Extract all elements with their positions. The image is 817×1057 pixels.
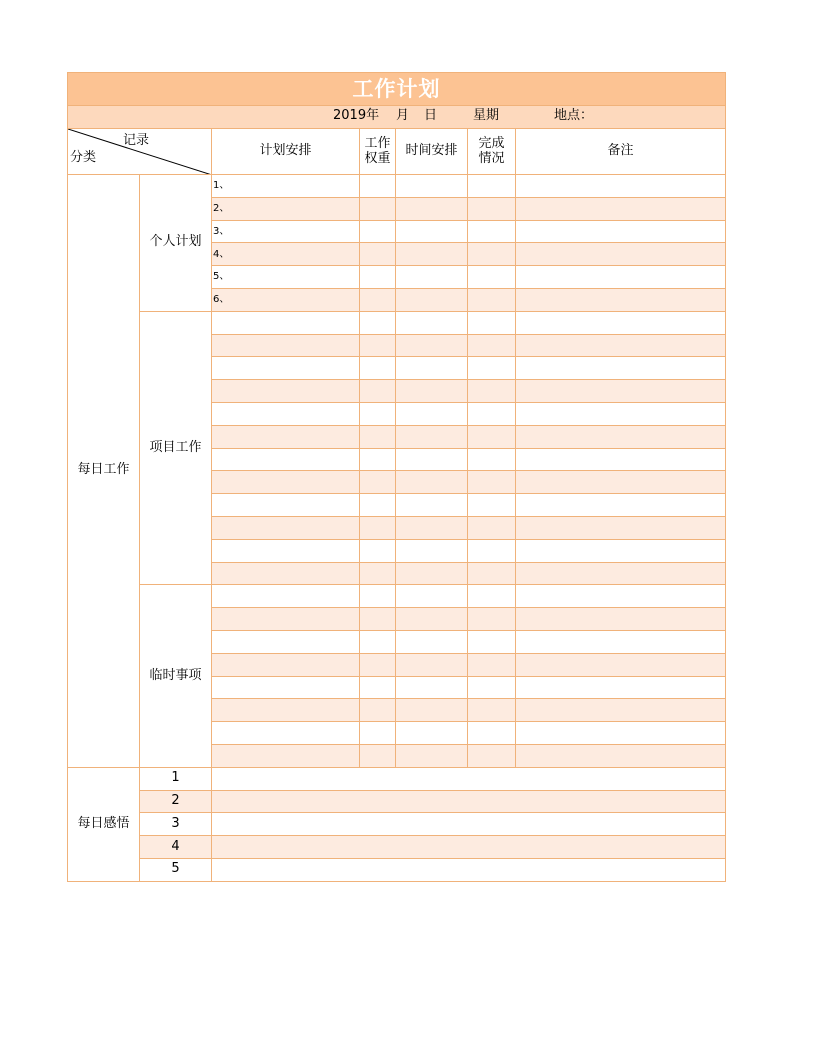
category-daily-work: 每日工作: [68, 175, 140, 768]
status-cell[interactable]: [468, 744, 516, 767]
status-cell[interactable]: [468, 539, 516, 562]
plan-cell[interactable]: [212, 539, 360, 562]
time-cell[interactable]: [396, 516, 468, 539]
remark-cell[interactable]: [516, 471, 726, 494]
plan-cell[interactable]: 3、: [212, 220, 360, 243]
time-cell[interactable]: [396, 448, 468, 471]
status-cell[interactable]: [468, 608, 516, 631]
status-cell[interactable]: [468, 494, 516, 517]
table-row: [68, 836, 726, 859]
time-cell[interactable]: [396, 357, 468, 380]
status-cell[interactable]: [468, 425, 516, 448]
insight-content-cell[interactable]: [212, 836, 726, 859]
status-cell[interactable]: [468, 516, 516, 539]
status-cell[interactable]: [468, 448, 516, 471]
weight-cell[interactable]: [360, 175, 396, 198]
remark-cell[interactable]: [516, 197, 726, 220]
plan-cell[interactable]: [212, 334, 360, 357]
category-label: 分类: [70, 150, 97, 165]
status-cell[interactable]: [468, 722, 516, 745]
weight-cell[interactable]: [360, 630, 396, 653]
time-cell[interactable]: [396, 722, 468, 745]
weight-cell[interactable]: [360, 539, 396, 562]
header-status-line1: 完成: [478, 135, 505, 151]
plan-cell[interactable]: [212, 516, 360, 539]
remark-cell[interactable]: [516, 175, 726, 198]
weight-cell[interactable]: [360, 311, 396, 334]
time-cell[interactable]: [396, 380, 468, 403]
weight-cell[interactable]: [360, 744, 396, 767]
table-row: [68, 175, 726, 198]
weight-cell[interactable]: [360, 494, 396, 517]
time-cell[interactable]: [396, 425, 468, 448]
plan-cell[interactable]: [212, 608, 360, 631]
time-cell[interactable]: [396, 288, 468, 311]
remark-cell[interactable]: [516, 402, 726, 425]
status-cell[interactable]: [468, 699, 516, 722]
subcategory-temp-items: 临时事项: [140, 585, 212, 767]
status-cell[interactable]: [468, 357, 516, 380]
year-label: 2019年: [333, 108, 380, 123]
plan-cell[interactable]: [212, 425, 360, 448]
remark-cell[interactable]: [516, 334, 726, 357]
status-cell[interactable]: [468, 288, 516, 311]
table-row: [68, 813, 726, 836]
status-cell[interactable]: [468, 380, 516, 403]
plan-cell[interactable]: [212, 722, 360, 745]
weight-cell[interactable]: [360, 653, 396, 676]
time-cell[interactable]: [396, 243, 468, 266]
remark-cell[interactable]: [516, 494, 726, 517]
remark-cell[interactable]: [516, 311, 726, 334]
insight-number: 5: [140, 858, 212, 881]
remark-cell[interactable]: [516, 722, 726, 745]
time-cell[interactable]: [396, 197, 468, 220]
status-cell[interactable]: [468, 471, 516, 494]
weight-cell[interactable]: [360, 334, 396, 357]
plan-cell[interactable]: [212, 311, 360, 334]
remark-cell[interactable]: [516, 380, 726, 403]
weight-cell[interactable]: [360, 220, 396, 243]
date-line: [68, 106, 726, 129]
remark-cell[interactable]: [516, 608, 726, 631]
remark-cell[interactable]: [516, 357, 726, 380]
diagonal-header-cell: [68, 129, 212, 175]
time-cell[interactable]: [396, 471, 468, 494]
category-daily-insight: 每日感悟: [68, 767, 140, 881]
plan-cell[interactable]: [212, 744, 360, 767]
remark-cell[interactable]: [516, 744, 726, 767]
table-row: [68, 858, 726, 881]
insight-content-cell[interactable]: [212, 790, 726, 813]
time-cell[interactable]: [396, 402, 468, 425]
time-cell[interactable]: [396, 539, 468, 562]
plan-cell[interactable]: [212, 676, 360, 699]
plan-cell[interactable]: 6、: [212, 288, 360, 311]
table-row: [68, 790, 726, 813]
remark-cell[interactable]: [516, 562, 726, 585]
weight-cell[interactable]: [360, 402, 396, 425]
plan-cell[interactable]: 2、: [212, 197, 360, 220]
status-cell[interactable]: [468, 197, 516, 220]
header-status-line2: 情况: [478, 150, 505, 166]
header-time: 时间安排: [396, 129, 468, 175]
time-cell[interactable]: [396, 175, 468, 198]
remark-cell[interactable]: [516, 516, 726, 539]
table-row: [68, 585, 726, 608]
time-cell[interactable]: [396, 220, 468, 243]
month-label: 月: [396, 108, 410, 123]
subcategory-personal-plan: 个人计划: [140, 175, 212, 312]
time-cell[interactable]: [396, 311, 468, 334]
remark-cell[interactable]: [516, 676, 726, 699]
insight-number: 2: [140, 790, 212, 813]
record-label: 记录: [123, 133, 150, 148]
weight-cell[interactable]: [360, 585, 396, 608]
status-cell[interactable]: [468, 676, 516, 699]
time-cell[interactable]: [396, 653, 468, 676]
weight-cell[interactable]: [360, 448, 396, 471]
weight-cell[interactable]: [360, 288, 396, 311]
location-label: 地点：: [554, 108, 594, 123]
status-cell[interactable]: [468, 402, 516, 425]
weight-cell[interactable]: [360, 425, 396, 448]
weight-cell[interactable]: [360, 699, 396, 722]
time-cell[interactable]: [396, 699, 468, 722]
plan-cell[interactable]: [212, 448, 360, 471]
weight-cell[interactable]: [360, 562, 396, 585]
plan-cell[interactable]: [212, 357, 360, 380]
remark-cell[interactable]: [516, 220, 726, 243]
plan-cell[interactable]: 4、: [212, 243, 360, 266]
status-cell[interactable]: [468, 175, 516, 198]
insight-number: 3: [140, 813, 212, 836]
insight-number: 1: [140, 767, 212, 790]
week-label: 星期: [473, 108, 500, 123]
status-cell[interactable]: [468, 243, 516, 266]
plan-cell[interactable]: [212, 380, 360, 403]
day-label: 日: [424, 108, 438, 123]
weight-cell[interactable]: [360, 516, 396, 539]
weight-cell[interactable]: [360, 357, 396, 380]
remark-cell[interactable]: [516, 288, 726, 311]
plan-cell[interactable]: [212, 562, 360, 585]
time-cell[interactable]: [396, 585, 468, 608]
table-row: [68, 311, 726, 334]
sheet-title: 工作计划: [68, 73, 726, 106]
work-plan-sheet: [67, 72, 726, 882]
status-cell[interactable]: [468, 334, 516, 357]
time-cell[interactable]: [396, 608, 468, 631]
weight-cell[interactable]: [360, 197, 396, 220]
status-cell[interactable]: [468, 562, 516, 585]
header-remark: 备注: [516, 129, 726, 175]
time-cell[interactable]: [396, 562, 468, 585]
time-cell[interactable]: [396, 494, 468, 517]
header-weight: [360, 129, 396, 175]
status-cell[interactable]: [468, 311, 516, 334]
status-cell[interactable]: [468, 266, 516, 289]
weight-cell[interactable]: [360, 608, 396, 631]
remark-cell[interactable]: [516, 266, 726, 289]
plan-cell[interactable]: [212, 585, 360, 608]
plan-cell[interactable]: 1、: [212, 175, 360, 198]
time-cell[interactable]: [396, 744, 468, 767]
header-plan: 计划安排: [212, 129, 360, 175]
remark-cell[interactable]: [516, 653, 726, 676]
subcategory-project-work: 项目工作: [140, 311, 212, 585]
remark-cell[interactable]: [516, 243, 726, 266]
remark-cell[interactable]: [516, 699, 726, 722]
weight-cell[interactable]: [360, 676, 396, 699]
header-weight-line2: 权重: [364, 150, 391, 166]
insight-content-cell[interactable]: [212, 767, 726, 790]
remark-cell[interactable]: [516, 448, 726, 471]
plan-cell[interactable]: [212, 699, 360, 722]
remark-cell[interactable]: [516, 585, 726, 608]
time-cell[interactable]: [396, 676, 468, 699]
time-cell[interactable]: [396, 630, 468, 653]
header-weight-line1: 工作: [364, 135, 391, 151]
weight-cell[interactable]: [360, 243, 396, 266]
header-status: [468, 129, 516, 175]
insight-content-cell[interactable]: [212, 813, 726, 836]
remark-cell[interactable]: [516, 539, 726, 562]
time-cell[interactable]: [396, 266, 468, 289]
weight-cell[interactable]: [360, 722, 396, 745]
plan-cell[interactable]: [212, 471, 360, 494]
remark-cell[interactable]: [516, 425, 726, 448]
plan-cell[interactable]: [212, 630, 360, 653]
weight-cell[interactable]: [360, 471, 396, 494]
status-cell[interactable]: [468, 220, 516, 243]
weight-cell[interactable]: [360, 380, 396, 403]
status-cell[interactable]: [468, 653, 516, 676]
table-row: [68, 767, 726, 790]
remark-cell[interactable]: [516, 630, 726, 653]
insight-number: 4: [140, 836, 212, 859]
time-cell[interactable]: [396, 334, 468, 357]
weight-cell[interactable]: [360, 266, 396, 289]
plan-cell[interactable]: 5、: [212, 266, 360, 289]
plan-cell[interactable]: [212, 494, 360, 517]
insight-content-cell[interactable]: [212, 858, 726, 881]
plan-cell[interactable]: [212, 402, 360, 425]
status-cell[interactable]: [468, 585, 516, 608]
plan-cell[interactable]: [212, 653, 360, 676]
status-cell[interactable]: [468, 630, 516, 653]
